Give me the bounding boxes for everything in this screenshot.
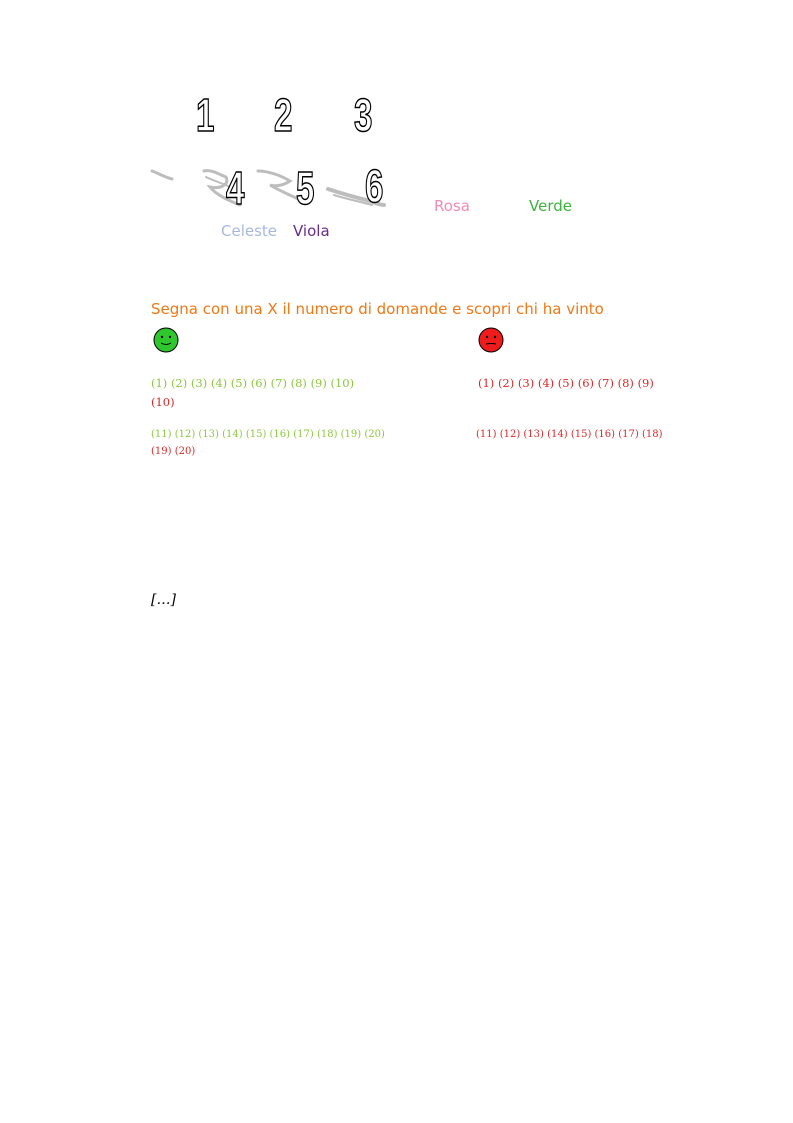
neutral-face-icon xyxy=(478,327,504,353)
red-score-row-2-wrap[interactable]: (19) (20) xyxy=(151,446,196,457)
color-word-viola: Viola xyxy=(293,222,330,240)
color-word-verde: Verde xyxy=(529,197,572,215)
omission-marker: […] xyxy=(151,592,176,608)
number-1: 1 xyxy=(196,89,215,141)
happy-face-icon xyxy=(153,327,179,353)
number-5: 5 xyxy=(296,162,315,214)
green-score-row-2[interactable]: (11) (12) (13) (14) (15) (16) (17) (18) (19) (20) xyxy=(151,429,385,440)
number-3: 3 xyxy=(354,89,373,141)
grey-smudges xyxy=(150,160,390,215)
green-score-row-1[interactable]: (1) (2) (3) (4) (5) (6) (7) (8) (9) (10) xyxy=(151,376,355,390)
red-score-row-1-wrap[interactable]: (10) xyxy=(151,395,175,409)
color-word-celeste: Celeste xyxy=(221,222,278,240)
number-4: 4 xyxy=(226,162,245,214)
number-6: 6 xyxy=(365,160,384,212)
number-2: 2 xyxy=(274,89,293,141)
red-score-row-1[interactable]: (1) (2) (3) (4) (5) (6) (7) (8) (9) xyxy=(478,376,654,390)
instruction-text: Segna con una X il numero di domande e scopri chi ha vinto xyxy=(151,300,604,318)
color-word-rosa: Rosa xyxy=(434,197,470,215)
red-score-row-2[interactable]: (11) (12) (13) (14) (15) (16) (17) (18) xyxy=(476,429,663,440)
